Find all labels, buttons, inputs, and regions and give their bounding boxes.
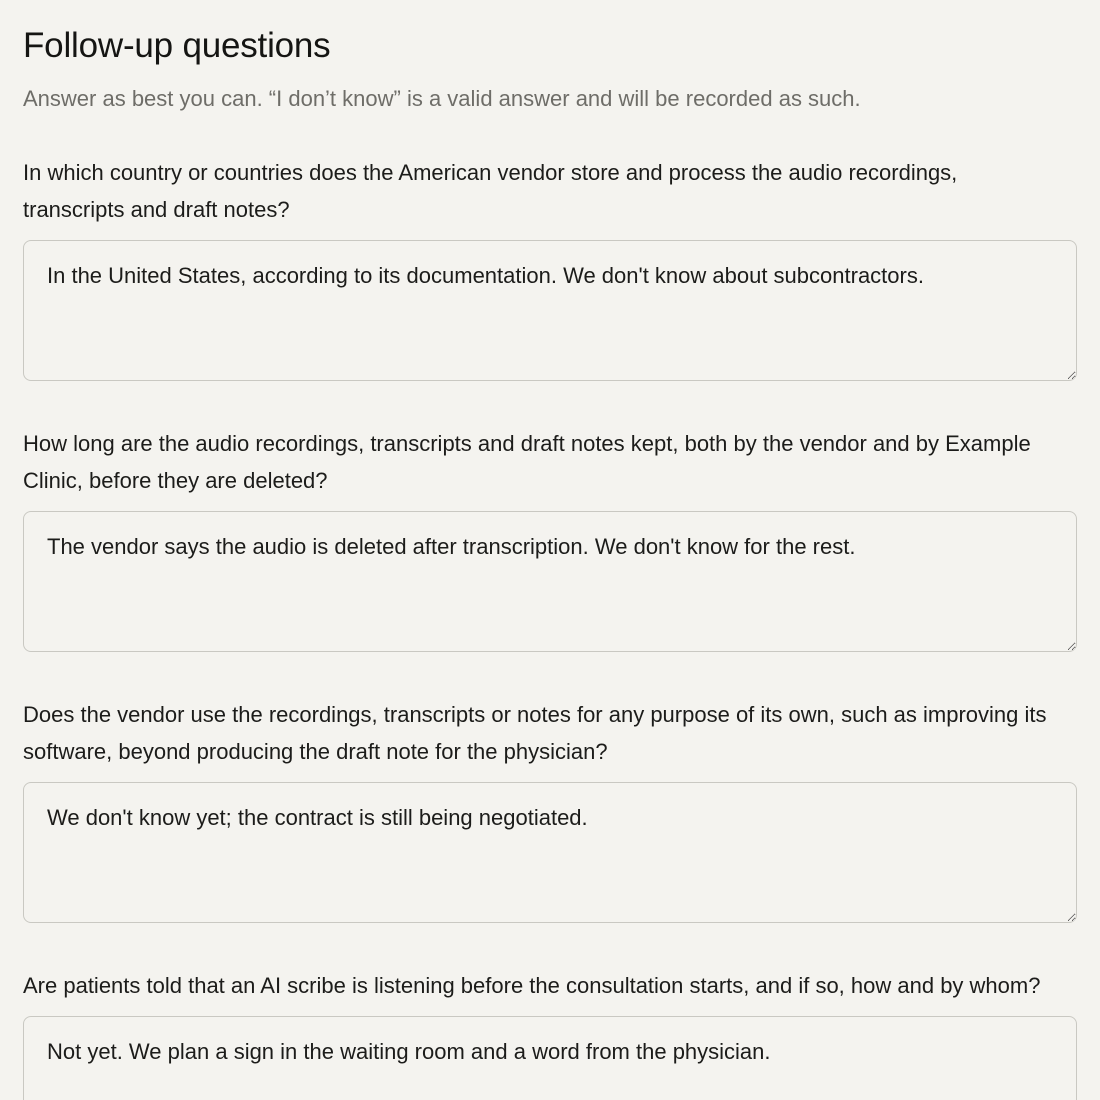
question-1-answer-field[interactable] xyxy=(23,240,1077,381)
page-subtitle: Answer as best you can. “I don’t know” is a valid answer and will be recorded as such. xyxy=(23,86,861,111)
question-3-label: Does the vendor use the recordings, transcripts or notes for any purpose of its own, such as improving its software, beyond producing the draft note for the physician? xyxy=(23,702,1047,764)
question-3-answer-field[interactable] xyxy=(23,782,1077,923)
spacer xyxy=(23,652,1077,696)
question-4 xyxy=(23,967,1077,1100)
question-4-answer-field[interactable] xyxy=(23,1016,1077,1100)
question-1 xyxy=(23,154,1077,381)
question-4-label: Are patients told that an AI scribe is listening before the consultation starts, and if so, how and by whom? xyxy=(23,973,1041,998)
question-2-label: How long are the audio recordings, transcripts and draft notes kept, both by the vendor and by Example Clinic, before they are deleted? xyxy=(23,431,1031,493)
page-title: Follow-up questions xyxy=(23,26,331,65)
question-3 xyxy=(23,696,1077,923)
question-2-answer-field[interactable] xyxy=(23,511,1077,652)
question-2 xyxy=(23,425,1077,652)
question-1-label: In which country or countries does the American vendor store and process the audio recordings, transcripts and draft notes? xyxy=(23,160,958,222)
spacer xyxy=(23,381,1077,425)
spacer xyxy=(23,923,1077,967)
